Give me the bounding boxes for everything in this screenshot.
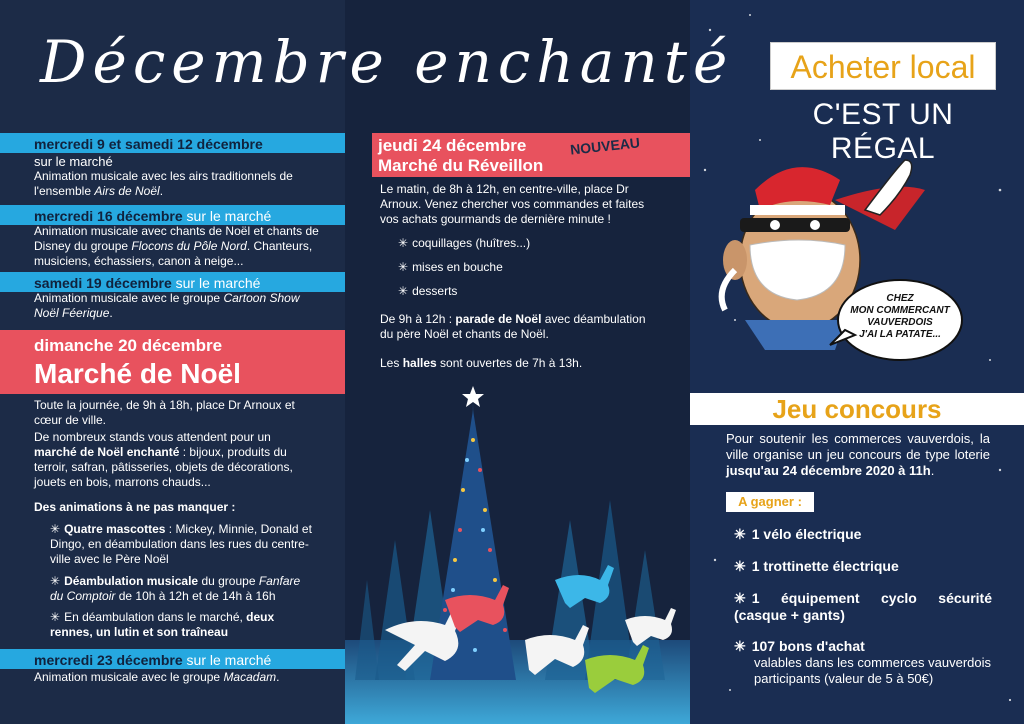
event-date: jeudi 24 décembre [378,136,527,155]
asterisk-bullet-icon: ✳ [50,610,61,624]
event-title-marche-noel: Marché de Noël [34,358,241,389]
event-bar-dec-9-12 [0,133,345,153]
prize-item: ✳ 1 vélo électrique [734,526,862,542]
asterisk-bullet-icon: ✳ [398,284,409,298]
prize-item: ✳ 1 équipement cyclo sécurité (casque + gants) [734,590,992,623]
christmas-tree-illustration [345,380,690,724]
animation-item-rennes: ✳ En déambulation dans le marché, deux rennes, un lutin et son traîneau [50,610,275,639]
asterisk-bullet-icon: ✳ [734,638,746,654]
reveillon-item: ✳ coquillages (huîtres...) [398,236,531,250]
a-gagner-label: A gagner : [726,492,814,512]
reveillon-desc: Le matin, de 8h à 12h, en centre-ville, place Dr Arnoux. Venez chercher vos commandes et faites vos achats gourmands de dernière minute ! [380,182,645,226]
prize-item: ✳ 107 bons d'achat valables dans les commerces vauverdois participants (valeur de 5 à 50€) [734,638,991,686]
prize-item: ✳ 1 trottinette électrique [734,558,899,574]
marche-noel-stands: De nombreux stands vous attendent pour un marché de Noël enchanté : bijoux, produits du terroir, safran, pâtisseries, objets de décorations, jouets en bois, marrons chauds... [34,430,293,489]
event-desc-dec-23: Animation musicale avec le groupe Macadam. [34,670,280,684]
reveillon-item: ✳ desserts [398,284,458,298]
halles-desc: Les halles sont ouvertes de 7h à 13h. [380,356,583,370]
event-bar-dec-20 [0,330,345,394]
reveillon-item: ✳ mises en bouche [398,260,503,274]
event-title-reveillon: Marché du Réveillon [378,156,544,175]
prize-item-detail: valables dans les commerces vauverdois participants (valeur de 5 à 50€) [754,655,991,686]
asterisk-bullet-icon: ✳ [398,236,409,250]
event-desc-dec-9-12: Animation musicale avec les airs traditionnels de l'ensemble Airs de Noël. [34,169,293,198]
event-bar-dec-16: mercredi 16 décembre sur le marché [0,205,345,225]
asterisk-bullet-icon: ✳ [50,574,61,588]
asterisk-bullet-icon: ✳ [734,558,746,574]
potato-mascot-illustration [715,150,965,380]
event-date: dimanche 20 décembre [34,336,223,355]
acheter-local-badge: Acheter local [770,42,996,90]
animations-heading: Des animations à ne pas manquer : [34,500,236,514]
asterisk-bullet-icon: ✳ [50,522,61,536]
parade-desc: De 9h à 12h : parade de Noël avec déambulation du père Noël et chants de Noël. [380,312,646,341]
event-desc-dec-16: Animation musicale avec chants de Noël et chants de Disney du groupe Flocons du Pôle Nord. Chanteurs, musiciens, échassiers, canon à neige... [34,224,319,268]
event-place: sur le marché [34,154,113,169]
jeu-concours-desc: Pour soutenir les commerces vauverdois, la ville organise un jeu concours de type loterie jusqu'au 24 décembre 2020 à 11h. [726,431,990,478]
event-desc-dec-19: Animation musicale avec le groupe Cartoon Show Noël Féerique. [34,291,300,320]
nouveau-badge: NOUVEAU [569,134,641,158]
speech-bubble-text: CHEZ MON COMMERCANT VAUVERDOIS J'AI LA PATATE... [850,293,950,340]
marche-noel-hours: Toute la journée, de 9h à 18h, place Dr Arnoux et cœur de ville. [34,398,295,427]
regal-tagline: C'EST UN RÉGAL [812,98,954,165]
event-bar-dec-19: samedi 19 décembre sur le marché [0,272,345,292]
asterisk-bullet-icon: ✳ [734,526,746,542]
animation-item-mascottes: ✳ Quatre mascottes : Mickey, Minnie, Donald et Dingo, en déambulation dans les rues du centre-ville avec le Père Noël [50,522,312,566]
asterisk-bullet-icon: ✳ [734,590,746,606]
jeu-concours-title: Jeu concours [690,393,1024,425]
event-bar-dec-23: mercredi 23 décembre sur le marché [0,649,345,669]
animation-item-deambulation: ✳ Déambulation musicale du groupe Fanfare du Comptoir de 10h à 12h et de 14h à 16h [50,574,301,603]
event-date: mercredi 9 et samedi 12 décembre [34,136,263,152]
page-title: Décembre enchanté [40,28,734,96]
event-bar-dec-24 [372,133,690,177]
asterisk-bullet-icon: ✳ [398,260,409,274]
